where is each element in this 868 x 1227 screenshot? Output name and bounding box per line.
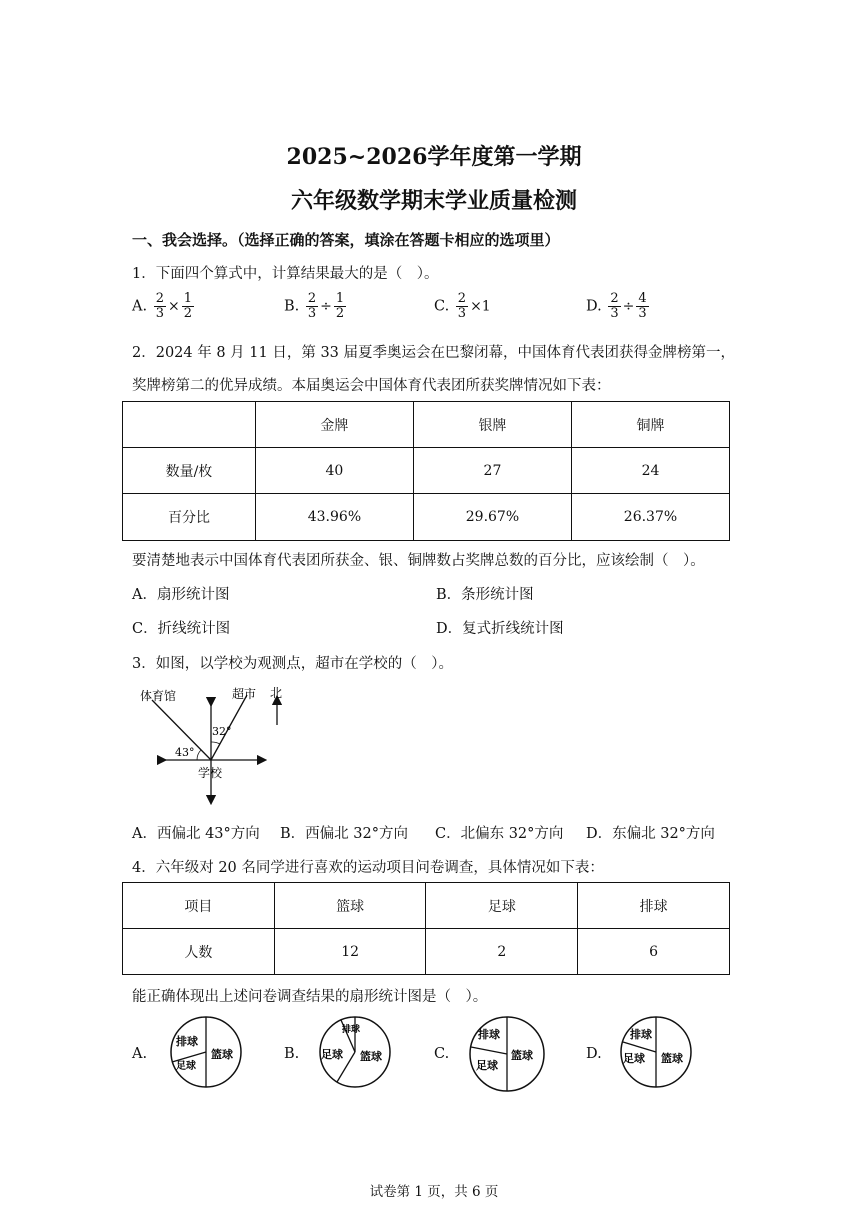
pie-label-lanqiu: 篮球 <box>511 1049 533 1062</box>
table-header-row <box>123 883 730 929</box>
option-letter: C. <box>434 298 450 315</box>
table-row <box>123 494 730 541</box>
angle-arc-32 <box>211 742 220 744</box>
pie-label-zuqiu: 足球 <box>321 1048 343 1061</box>
q4-option-a-letter[interactable]: A. <box>132 1046 148 1062</box>
operator: × <box>167 298 180 315</box>
q4-option-d-letter[interactable]: D. <box>586 1046 602 1062</box>
fraction: $\frac{1}{2}$ <box>183 291 192 321</box>
table-cell: 足球 <box>426 883 578 929</box>
exam-title-line2: 六年级数学期末学业质量检测 <box>290 188 577 214</box>
section-heading: 一、我会选择。（选择正确的答案，填涂在答题卡相应的选项里） <box>132 231 560 249</box>
table-row <box>123 929 730 975</box>
table-cell: 铜牌 <box>571 402 729 448</box>
operator: ÷ <box>622 298 635 315</box>
fraction: $\frac{2}{3}$ <box>155 291 164 321</box>
pie-label-paiqiu: 排球 <box>630 1028 652 1041</box>
q3-option-b[interactable]: B．西偏北 32°方向 <box>280 826 408 842</box>
operator: ÷ <box>320 298 332 315</box>
fraction: $\frac{2}{3}$ <box>457 291 467 321</box>
q2-option-a[interactable]: A．扇形统计图 <box>132 587 230 603</box>
q3-stem: 3．如图，以学校为观测点，超市在学校的（ ）。 <box>132 656 453 672</box>
table-cell: 40 <box>255 448 413 494</box>
table-cell: 43.96% <box>255 494 413 541</box>
medal-table <box>122 401 730 541</box>
table-cell: 2 <box>426 929 578 975</box>
table-cell: 26.37% <box>571 494 729 541</box>
table-row <box>123 448 730 494</box>
north-label: 北 <box>270 686 283 700</box>
table-cell: 12 <box>274 929 426 975</box>
table-header-row <box>123 402 730 448</box>
q4-pie-d[interactable] <box>618 1014 694 1090</box>
q2-option-b[interactable]: B．条形统计图 <box>436 587 534 603</box>
q2-option-c[interactable]: C．折线统计图 <box>132 621 231 637</box>
page-footer: 试卷第 1 页，共 6 页 <box>369 1184 499 1200</box>
exam-title-line1: 2025~2026学年度第一学期 <box>286 144 582 170</box>
pie-label-paiqiu: 排球 <box>342 1025 361 1035</box>
angle-label-43: 43° <box>175 746 195 759</box>
market-label: 超市 <box>232 687 257 701</box>
fraction: $\frac{4}{3}$ <box>638 291 647 321</box>
table-cell: 29.67% <box>413 494 571 541</box>
q3-option-a[interactable]: A．西偏北 43°方向 <box>132 826 260 842</box>
angle-label-32: 32° <box>212 725 232 738</box>
q1-option-b[interactable] <box>284 292 348 321</box>
pie-label-lanqiu: 篮球 <box>211 1048 233 1061</box>
q4-pie-c[interactable] <box>467 1014 547 1094</box>
fraction: $\frac{2}{3}$ <box>307 291 317 321</box>
sport-table <box>122 882 730 975</box>
q1-stem: 1．下面四个算式中，计算结果最大的是（ ）。 <box>132 266 439 282</box>
pie-label-paiqiu: 排球 <box>478 1028 500 1041</box>
gym-label: 体育馆 <box>140 689 177 703</box>
school-label: 学校 <box>198 766 223 780</box>
direction-diagram <box>130 680 300 810</box>
table-cell: 6 <box>578 929 730 975</box>
pie-label-zuqiu: 足球 <box>176 1061 196 1072</box>
table-cell: 百分比 <box>123 494 256 541</box>
table-cell: 排球 <box>578 883 730 929</box>
option-letter: A. <box>132 298 148 315</box>
q1-option-a[interactable] <box>132 292 196 321</box>
q4-pie-b[interactable] <box>317 1014 393 1090</box>
operator: ×1 <box>470 298 491 315</box>
q4-stem: 4．六年级对 20 名同学进行喜欢的运动项目问卷调查，具体情况如下表： <box>132 860 604 876</box>
table-cell: 24 <box>571 448 729 494</box>
pie-label-zuqiu: 足球 <box>623 1052 645 1065</box>
q4-option-b-letter[interactable]: B. <box>284 1046 300 1062</box>
pie-label-zuqiu: 足球 <box>476 1059 498 1072</box>
q2-stem-line1: 2．2024 年 8 月 11 日，第 33 届夏季奥运会在巴黎闭幕，中国体育代表团获得金牌榜第一， <box>132 345 736 361</box>
q1-option-d[interactable] <box>586 292 651 321</box>
q3-option-d[interactable]: D．东偏北 32°方向 <box>586 826 715 842</box>
fraction: $\frac{1}{2}$ <box>335 291 345 321</box>
pie-label-lanqiu: 篮球 <box>661 1052 683 1065</box>
pie-label-paiqiu: 排球 <box>176 1035 198 1048</box>
angle-arc-43 <box>197 750 201 760</box>
table-cell <box>123 402 256 448</box>
table-cell: 项目 <box>123 883 275 929</box>
table-cell: 银牌 <box>413 402 571 448</box>
q2-question: 要清楚地表示中国体育代表团所获金、银、铜牌数占奖牌总数的百分比，应该绘制（ ）。 <box>132 553 705 569</box>
fraction: $\frac{2}{3}$ <box>610 291 619 321</box>
table-cell: 篮球 <box>274 883 426 929</box>
q4-pie-a[interactable] <box>168 1014 244 1090</box>
q1-option-c[interactable] <box>434 292 491 321</box>
q2-option-d[interactable]: D．复式折线统计图 <box>436 621 564 637</box>
table-cell: 金牌 <box>255 402 413 448</box>
q4-question: 能正确体现出上述问卷调查结果的扇形统计图是（ ）。 <box>132 989 488 1005</box>
option-letter: B. <box>284 298 300 315</box>
option-letter: D. <box>586 298 602 315</box>
table-cell: 人数 <box>123 929 275 975</box>
table-cell: 数量/枚 <box>123 448 256 494</box>
q4-option-c-letter[interactable]: C. <box>434 1046 450 1062</box>
q2-stem-line2: 奖牌榜第二的优异成绩。本届奥运会中国体育代表团所获奖牌情况如下表： <box>132 378 611 394</box>
table-cell: 27 <box>413 448 571 494</box>
pie-label-lanqiu: 篮球 <box>360 1050 382 1063</box>
q3-option-c[interactable]: C．北偏东 32°方向 <box>435 826 564 842</box>
